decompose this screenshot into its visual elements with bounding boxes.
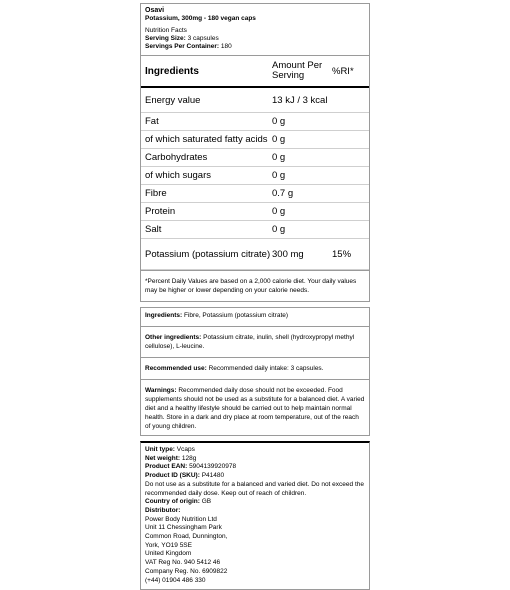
distributor-heading: Distributor: — [145, 506, 181, 514]
serving-size-label: Serving Size: — [145, 35, 186, 42]
nutrient-name: Protein — [145, 206, 176, 217]
column-ingredients: Ingredients — [145, 65, 199, 77]
distributor-line: (+44) 01904 486 330 — [145, 576, 206, 584]
unit-type-value: Vcaps — [176, 446, 195, 453]
supplement-label — [140, 3, 370, 590]
nutrient-name: Salt — [145, 224, 162, 235]
nutrition-facts-title: Nutrition Facts — [145, 27, 187, 34]
brand-name: Osavi — [145, 7, 165, 14]
table-row — [141, 149, 369, 167]
distributor-line: Company Reg. No. 6909822 — [145, 567, 228, 575]
ingredients-text: Fibre, Potassium (potassium citrate) — [184, 312, 289, 319]
nutrition-table-header — [141, 56, 369, 88]
distributor-label — [145, 507, 365, 516]
country-of-origin-label: Country of origin: — [145, 498, 200, 506]
net-weight-value: 128g — [181, 454, 197, 462]
unit-type — [145, 446, 365, 455]
nutrient-amount: 0.7 g — [272, 188, 294, 199]
usage-advice: Do not use as a substitute for a balanced and varied diet. Do not exceed the recommended daily dose. Keep out of reach of children. — [145, 480, 364, 497]
recommended-use-line — [145, 364, 365, 373]
servings-per-container — [145, 43, 365, 51]
nutrient-name: Fat — [145, 116, 159, 127]
distributor-line: Common Road, Dunnington, — [145, 533, 228, 541]
distributor-line: Power Body Nutrition Ltd — [145, 515, 217, 523]
divider — [141, 357, 369, 358]
serving-size — [145, 35, 365, 43]
label-header — [140, 3, 370, 56]
nutrient-name: Energy value — [145, 94, 201, 106]
product-sku — [145, 472, 365, 481]
nutrient-amount: 0 g — [272, 206, 286, 217]
product-ean-label: Product EAN: — [145, 463, 188, 471]
nutrient-amount: 13 kJ / 3 kcal — [272, 94, 328, 106]
nutrient-amount: 0 g — [272, 152, 286, 163]
other-ingredients-text: Potassium citrate, inulin, shell (hydroxypropyl methyl cellulose), L-leucine. — [145, 334, 355, 350]
table-row — [141, 221, 369, 239]
country-of-origin — [145, 498, 365, 507]
table-row — [141, 131, 369, 149]
distributor-line: United Kingdom — [145, 550, 192, 558]
unit-type-label: Unit type: — [145, 446, 175, 453]
nutrient-amount: 0 g — [272, 170, 286, 181]
table-row — [141, 185, 369, 203]
warnings-line — [145, 386, 365, 431]
net-weight — [145, 455, 365, 464]
nutrient-name: of which saturated fatty acids — [145, 134, 268, 145]
nutrient-name: Carbohydrates — [145, 152, 208, 163]
divider — [141, 379, 369, 380]
product-sku-value: P41480 — [201, 472, 225, 480]
nutrient-amount: 0 g — [272, 116, 286, 127]
nutrient-name: of which sugars — [145, 170, 212, 181]
warnings-text: Recommended daily dose should not be exceeded. Food supplements should not be used as a substitute for a balanced diet. A varied diet and a healthy lifestyle should be carried out to help maintain normal health. Store in a dark and dry place at room temperature, out of the reach of young children. — [145, 387, 365, 430]
recommended-use-label: Recommended use: — [145, 365, 207, 372]
table-row — [141, 239, 369, 270]
distributor-line: VAT Reg No. 940 5412 46 — [145, 559, 221, 567]
warnings-label: Warnings: — [145, 387, 177, 394]
other-ingredients-label: Other ingredients: — [145, 334, 202, 341]
ingredients-label: Ingredients: — [145, 312, 183, 319]
servings-per-container-value: 180 — [220, 43, 232, 50]
table-row — [141, 113, 369, 131]
distributor-line: York, YO19 5SE — [145, 541, 192, 549]
product-name: Potassium, 300mg - 180 vegan caps — [145, 15, 256, 22]
recommended-use-text: Recommended daily intake: 3 capsules. — [208, 365, 324, 372]
table-row — [141, 88, 369, 113]
divider — [141, 326, 369, 327]
nutrient-amount: 0 g — [272, 134, 286, 145]
nutrient-name: Potassium (potassium citrate) — [145, 248, 271, 260]
ingredients-box — [140, 307, 370, 436]
nutrient-amount: 300 mg — [272, 248, 304, 260]
servings-per-container-label: Servings Per Container: — [145, 43, 220, 50]
distributor-line: Unit 11 Chessingham Park — [145, 524, 222, 532]
product-ean-value: 5904139920978 — [189, 463, 237, 471]
nutrient-name: Fibre — [145, 188, 167, 199]
net-weight-label: Net weight: — [145, 454, 181, 462]
product-sku-label: Product ID (SKU): — [145, 472, 200, 480]
other-ingredients-line — [145, 333, 365, 351]
nutrient-amount: 0 g — [272, 224, 286, 235]
product-ean — [145, 463, 365, 472]
country-of-origin-value: GB — [201, 498, 212, 506]
ingredients-line — [145, 311, 365, 320]
table-row — [141, 167, 369, 185]
serving-size-value: 3 capsules — [187, 35, 219, 42]
table-row — [141, 203, 369, 221]
nutrient-ri: 15% — [332, 248, 352, 260]
nutrition-table — [140, 56, 370, 270]
column-ri: %RI* — [332, 65, 354, 77]
daily-value-footnote: *Percent Daily Values are based on a 2,000 calorie diet. Your daily values may be higher or lower depending on your calorie needs. — [140, 270, 370, 302]
product-info-box — [140, 441, 370, 590]
column-amount: Amount Per Serving — [272, 60, 323, 81]
